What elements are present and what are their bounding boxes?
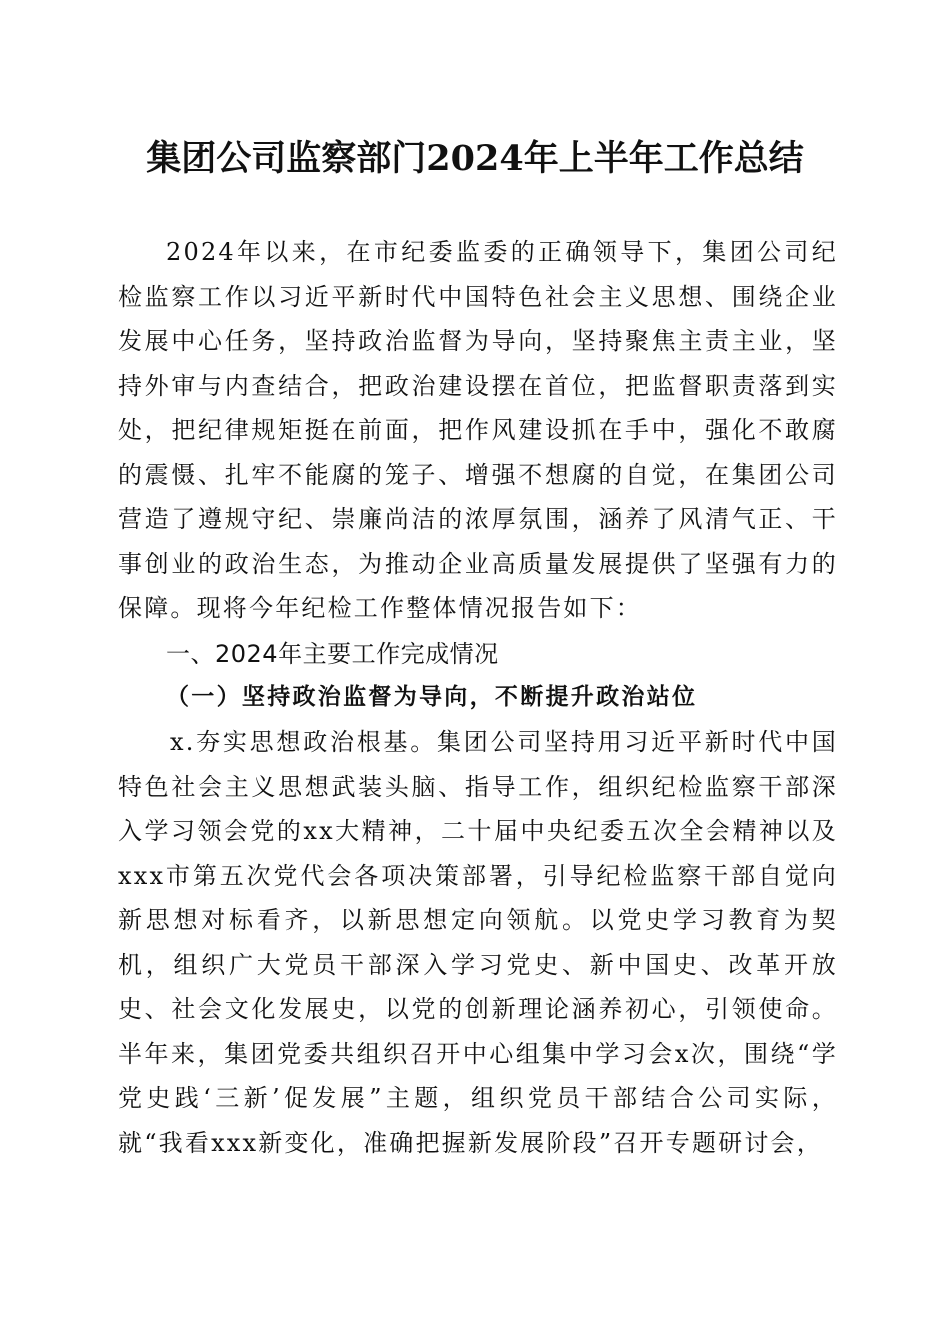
section-heading: 一、2024年主要工作完成情况: [166, 640, 499, 668]
intro-paragraph: 2024年以来，在市纪委监委的正确领导下，集团公司纪检监察工作以习近平新时代中国特色社会主义思想、围绕企业发展中心任务，坚持政治监督为导向，坚持聚焦主责主业，坚持外审与内查结合，把政治建设摆在首位，把监督职责落到实处，把纪律规矩挺在前面，把作风建设抓在手中，强化不敢腐的震慑、扎牢不能腐的笼子、增强不想腐的自觉，在集团公司营造了遵规守纪、崇廉尚洁的浓厚氛围，涵养了风清气正、干事创业的政治生态，为推动企业高质量发展提供了坚强有力的保障。现将今年纪检工作整体情况报告如下：: [118, 238, 838, 622]
item-paragraph: x.夯实思想政治根基。集团公司坚持用习近平新时代中国特色社会主义思想武装头脑、指导工作，组织纪检监察干部深入学习领会党的xx大精神，二十届中央纪委五次全会精神以及xxx市第五次党代会各项决策部署，引导纪检监察干部自觉向新思想对标看齐，以新思想定向领航。以党史学习教育为契机，组织广大党员干部深入学习党史、新中国史、改革开放史、社会文化发展史，以党的创新理论涵养初心，引领使命。半年来，集团党委共组织召开中心组集中学习会x次，围绕“学党史践‘三新’促发展”主题，组织党员干部结合公司实际，就“我看xxx新变化，准确把握新发展阶段”召开专题研讨会，: [118, 728, 838, 1157]
document-title: 集团公司监察部门2024年上半年工作总结: [146, 138, 804, 179]
subsection-heading: （一）坚持政治监督为导向，不断提升政治站位: [166, 683, 698, 710]
